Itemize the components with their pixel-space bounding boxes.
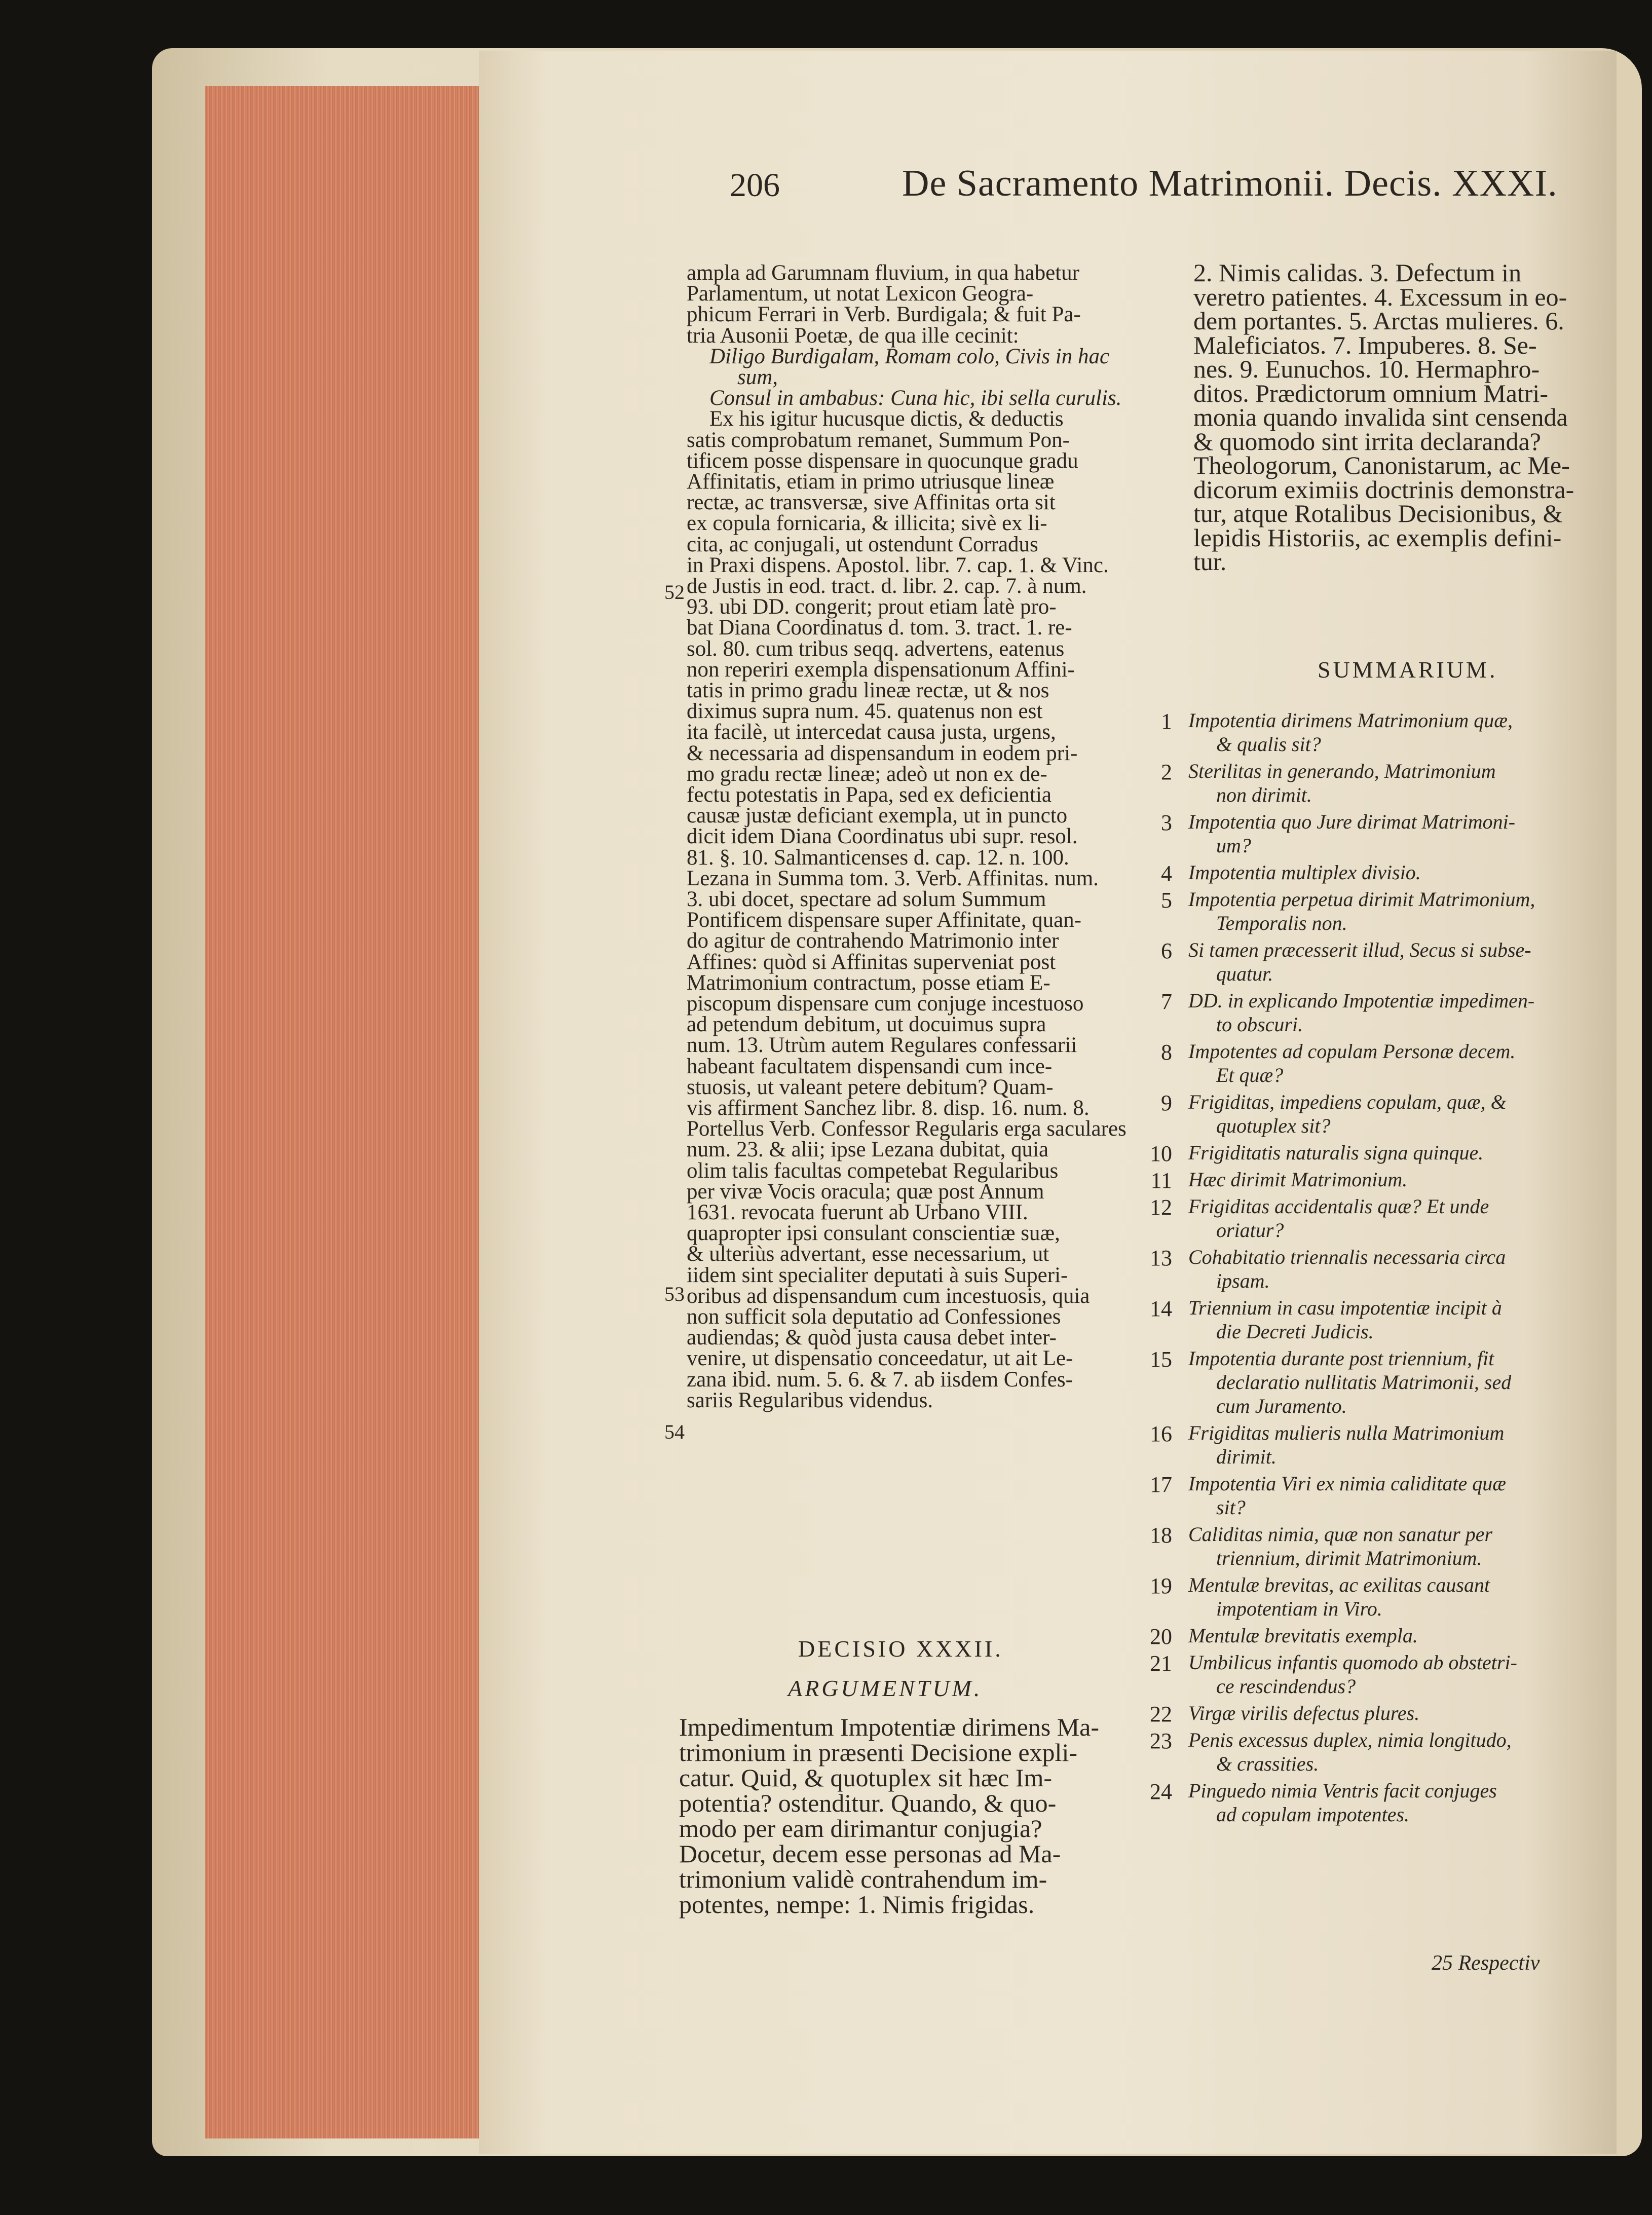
summary-number: 22	[1150, 1702, 1172, 1726]
body-line: fectu potestatis in Papa, sed ex deficientia	[687, 783, 1052, 807]
body-line: sum,	[737, 365, 778, 389]
catchword: 25 Respectiv	[1432, 1951, 1540, 1975]
intro-line: veretro patientes. 4. Excessum in eo-	[1193, 282, 1567, 311]
argument-line: Impedimentum Impotentiæ dirimens Ma-	[679, 1713, 1100, 1741]
summary-number: 6	[1161, 938, 1172, 963]
argument-line: modo per eam dirimantur conjugia?	[679, 1814, 1042, 1843]
summary-line: Impotentia quo Jure dirimat Matrimoni-	[1188, 810, 1516, 833]
summary-line: Impotentia multiplex divisio.	[1188, 861, 1421, 884]
body-line: audiendas; & quòd justa causa debet inter-	[687, 1326, 1057, 1350]
body-line: Pontificem dispensare super Affinitate, quan-	[687, 908, 1081, 932]
summary-number: 11	[1150, 1168, 1172, 1193]
body-line: Affinitatis, etiam in primo utriusque lineæ	[687, 470, 1055, 494]
body-line: rectæ, ac transversæ, sive Affinitas orta sit	[687, 491, 1056, 515]
summary-number: 4	[1161, 861, 1172, 886]
summary-line: Cohabitatio triennalis necessaria circa	[1188, 1246, 1506, 1268]
summary-line: Frigiditas mulieris nulla Matrimonium	[1188, 1421, 1505, 1444]
summary-line: Temporalis non.	[1216, 912, 1347, 934]
summary-line: declaratio nullitatis Matrimonii, sed	[1216, 1371, 1512, 1394]
summary-line: impotentiam in Viro.	[1216, 1597, 1382, 1620]
body-line: vis affirment Sanchez libr. 8. disp. 16. num. 8.	[687, 1096, 1090, 1120]
intro-line: ditos. Prædictorum omnium Matri-	[1193, 379, 1548, 407]
summary-number: 20	[1150, 1624, 1172, 1649]
summary-line: cum Juramento.	[1216, 1395, 1347, 1417]
argument-line: potentia? ostenditur. Quando, & quo-	[679, 1789, 1057, 1817]
body-line: 3. ubi docet, spectare ad solum Summum	[687, 887, 1046, 911]
body-line: Parlamentum, ut notat Lexicon Geogra-	[687, 282, 1034, 306]
summary-line: non dirimit.	[1216, 783, 1312, 806]
argument-line: trimonium validè contrahendum im-	[679, 1865, 1047, 1893]
summary-line: Impotentes ad copulam Personæ decem.	[1188, 1040, 1516, 1063]
body-line: venire, ut dispensatio conceedatur, ut ait Le-	[687, 1346, 1073, 1371]
body-line: tatis in primo gradu lineæ rectæ, ut & nos	[687, 679, 1049, 702]
body-line: & ulteriùs advertant, esse necessarium, ut	[687, 1242, 1049, 1266]
body-line: 1631. revocata fuerunt ab Urbano VIII.	[687, 1200, 1028, 1224]
body-line: cita, ac conjugali, ut ostendunt Corradus	[687, 532, 1038, 556]
body-line: 93. ubi DD. congerit; prout etiam latè pro-	[687, 595, 1057, 619]
summary-number: 12	[1150, 1195, 1172, 1220]
summary-line: Frigiditatis naturalis signa quinque.	[1188, 1141, 1484, 1164]
body-line: phicum Ferrari in Verb. Burdigala; & fuit Pa-	[687, 303, 1081, 327]
summary-line: Impotentia Viri ex nimia caliditate quæ	[1188, 1472, 1506, 1495]
summary-number: 15	[1150, 1347, 1172, 1372]
intro-line: Theologorum, Canonistarum, ac Me-	[1193, 451, 1570, 479]
summary-line: & qualis sit?	[1216, 733, 1321, 756]
body-line: ad petendum debitum, ut docuimus supra	[687, 1012, 1046, 1037]
body-line: Diligo Burdigalam, Romam colo, Civis in hac	[709, 344, 1110, 368]
summarium-heading: SUMMARIUM.	[1318, 657, 1498, 683]
body-line: olim talis facultas competebat Regularibus	[687, 1158, 1059, 1183]
intro-line: nes. 9. Eunuchos. 10. Hermaphro-	[1193, 355, 1540, 383]
summary-number: 2	[1161, 760, 1172, 784]
body-line: dicit idem Diana Coordinatus ubi supr. resol.	[687, 824, 1078, 849]
summary-line: quatur.	[1216, 962, 1273, 985]
body-line: num. 13. Utrùm autem Regulares confessarii	[687, 1033, 1077, 1058]
body-line: ex copula fornicaria, & illicita; sivè ex li-	[687, 511, 1047, 536]
summary-line: um?	[1216, 834, 1251, 857]
summary-number: 10	[1150, 1141, 1172, 1166]
summary-line: Umbilicus infantis quomodo ab obstetri-	[1188, 1651, 1517, 1674]
body-line: tificem posse dispensare in quocunque gradu	[687, 448, 1078, 473]
summary-line: Et quæ?	[1216, 1064, 1284, 1086]
body-line: iidem sint specialiter deputati à suis Superi-	[687, 1263, 1068, 1287]
intro-line: 2. Nimis calidas. 3. Defectum in	[1193, 258, 1522, 287]
intro-line: dem portantes. 5. Arctas mulieres. 6.	[1193, 307, 1564, 335]
argument-line: trimonium in præsenti Decisione expli-	[679, 1738, 1077, 1767]
body-line: de Justis in eod. tract. d. libr. 2. cap. 7. à num.	[687, 574, 1087, 598]
summary-number: 24	[1150, 1779, 1172, 1804]
summary-line: Penis excessus duplex, nimia longitudo,	[1188, 1729, 1512, 1751]
summary-number: 9	[1161, 1091, 1172, 1115]
summary-line: Hæc dirimit Matrimonium.	[1188, 1168, 1408, 1191]
body-line: satis comprobatum remanet, Summum Pon-	[687, 428, 1070, 452]
body-line: sol. 80. cum tribus seqq. advertens, eatenus	[687, 636, 1065, 661]
body-line: Lezana in Summa tom. 3. Verb. Affinitas. num.	[687, 866, 1099, 890]
body-line: & necessaria ad dispensandum in eodem pri-	[687, 741, 1078, 765]
summary-line: triennium, dirimit Matrimonium.	[1216, 1547, 1482, 1569]
intro-line: lepidis Historiis, ac exemplis defini-	[1193, 523, 1562, 552]
intro-line: & quomodo sint irrita declaranda?	[1193, 427, 1541, 456]
body-line: stuosis, ut valeant petere debitum? Quam-	[687, 1075, 1054, 1099]
body-line: Affines: quòd si Affinitas superveniat post	[687, 950, 1056, 974]
summary-number: 1	[1161, 709, 1172, 734]
body-line: causæ justæ deficiant exempla, ut in puncto	[687, 804, 1068, 828]
summary-number: 5	[1161, 888, 1172, 913]
summary-number: 16	[1150, 1421, 1172, 1446]
summary-line: Mentulæ brevitas, ac exilitas causant	[1188, 1573, 1490, 1596]
summary-line: Pinguedo nimia Ventris facit conjuges	[1188, 1779, 1497, 1802]
intro-line: monia quando invalida sint censenda	[1193, 403, 1568, 431]
summary-number: 7	[1161, 989, 1172, 1014]
summary-line: Frigiditas, impediens copulam, quæ, &	[1188, 1091, 1507, 1113]
body-line: habeant facultatem dispensandi cum ince-	[687, 1054, 1053, 1078]
summary-line: ce rescindendus?	[1216, 1675, 1356, 1698]
summary-line: die Decreti Judicis.	[1216, 1320, 1374, 1343]
summary-line: Mentulæ brevitatis exempla.	[1188, 1624, 1418, 1647]
margin-number: 54	[664, 1420, 685, 1443]
summary-line: & crassities.	[1216, 1752, 1319, 1775]
body-line: non sufficit sola deputatio ad Confessiones	[687, 1305, 1061, 1329]
body-line: Ex his igitur hucusque dictis, & deductis	[709, 407, 1064, 431]
body-line: zana ibid. num. 5. 6. & 7. ab iisdem Confes-	[687, 1367, 1073, 1392]
body-line: num. 23. & alii; ipse Lezana dubitat, quia	[687, 1138, 1049, 1162]
body-line: in Praxi dispens. Apostol. libr. 7. cap. 1. & Vinc.	[687, 553, 1109, 577]
summary-number: 18	[1150, 1523, 1172, 1548]
body-line: piscopum dispensare cum conjuge incestuoso	[687, 992, 1084, 1016]
body-line: Portellus Verb. Confessor Regularis erga saculares	[687, 1117, 1127, 1141]
body-line: quapropter ipsi consulant conscientiæ suæ,	[687, 1221, 1060, 1246]
running-title: De Sacramento Matrimonii. Decis. XXXI.	[902, 163, 1558, 204]
page-edges-red	[205, 86, 512, 2138]
page-number: 206	[730, 167, 780, 204]
body-line: diximus supra num. 45. quatenus non est	[687, 699, 1043, 724]
summary-line: quotuplex sit?	[1216, 1114, 1331, 1137]
body-line: oribus ad dispensandum cum incestuosis, quia	[687, 1284, 1090, 1308]
body-line: per vivæ Vocis oracula; quæ post Annum	[687, 1179, 1044, 1204]
summary-number: 17	[1150, 1472, 1172, 1497]
body-line: bat Diana Coordinatus d. tom. 3. tract. 1. re-	[687, 616, 1072, 640]
summary-line: Impotentia durante post triennium, fit	[1188, 1347, 1494, 1370]
argument-line: potentes, nempe: 1. Nimis frigidas.	[679, 1890, 1035, 1919]
intro-line: dicorum eximiis doctrinis demonstra-	[1193, 475, 1574, 504]
intro-line: Maleficiatos. 7. Impuberes. 8. Se-	[1193, 330, 1537, 359]
summary-number: 23	[1150, 1729, 1172, 1753]
argument-line: Docetur, decem esse personas ad Ma-	[679, 1839, 1061, 1868]
body-line: non reperiri exempla dispensationum Affini-	[687, 657, 1075, 682]
summary-line: Impotentia perpetua dirimit Matrimonium,	[1188, 888, 1535, 911]
summary-line: Impotentia dirimens Matrimonium quæ,	[1188, 709, 1513, 732]
body-line: do agitur de contrahendo Matrimonio inter	[687, 929, 1059, 953]
margin-number: 53	[664, 1283, 685, 1305]
intro-line: tur.	[1193, 547, 1227, 576]
summary-line: sit?	[1216, 1496, 1246, 1519]
summary-line: Sterilitas in generando, Matrimonium	[1188, 760, 1496, 782]
body-line: mo gradu rectæ lineæ; adeò ut non ex de-	[687, 762, 1047, 786]
summary-line: to obscuri.	[1216, 1013, 1303, 1036]
body-line: ampla ad Garumnam fluvium, in qua habetur	[687, 261, 1079, 285]
book-page	[479, 51, 1617, 2154]
summary-number: 13	[1150, 1246, 1172, 1270]
body-line: tria Ausonii Poetæ, de qua ille cecinit:	[687, 323, 1019, 348]
summary-line: dirimit.	[1216, 1445, 1276, 1468]
summary-line: ipsam.	[1216, 1269, 1270, 1292]
summary-line: DD. in explicando Impotentiæ impedimen-	[1188, 989, 1535, 1012]
argument-line: catur. Quid, & quotuplex sit hæc Im-	[679, 1763, 1053, 1792]
argument-heading: ARGUMENTUM.	[788, 1675, 983, 1701]
summary-line: Frigiditas accidentalis quæ? Et unde	[1188, 1195, 1489, 1218]
intro-line: tur, atque Rotalibus Decisionibus, &	[1193, 499, 1563, 528]
summary-line: oriatur?	[1216, 1219, 1284, 1242]
body-line: 81. §. 10. Salmanticenses d. cap. 12. n. 100.	[687, 845, 1069, 870]
summary-line: Triennium in casu impotentiæ incipit à	[1188, 1296, 1502, 1319]
summary-number: 8	[1161, 1040, 1172, 1065]
summary-number: 19	[1150, 1573, 1172, 1598]
summary-line: ad copulam impotentes.	[1216, 1803, 1410, 1826]
body-line: sariis Regularibus videndus.	[687, 1388, 933, 1412]
body-line: ita facilè, ut intercedat causa justa, urgens,	[687, 720, 1056, 744]
margin-number: 52	[664, 581, 685, 604]
summary-line: Virgæ virilis defectus plures.	[1188, 1702, 1420, 1724]
summary-line: Caliditas nimia, quæ non sanatur per	[1188, 1523, 1493, 1546]
summary-number: 3	[1161, 810, 1172, 835]
summary-number: 21	[1150, 1651, 1172, 1676]
summary-line: Si tamen præcesserit illud, Secus si subse-	[1188, 938, 1531, 961]
body-line: Consul in ambabus: Cuna hic, ibi sella curulis.	[709, 386, 1122, 410]
summary-number: 14	[1150, 1296, 1172, 1321]
body-line: Matrimonium contractum, posse etiam E-	[687, 970, 1050, 995]
decision-heading: DECISIO XXXII.	[798, 1636, 1003, 1662]
